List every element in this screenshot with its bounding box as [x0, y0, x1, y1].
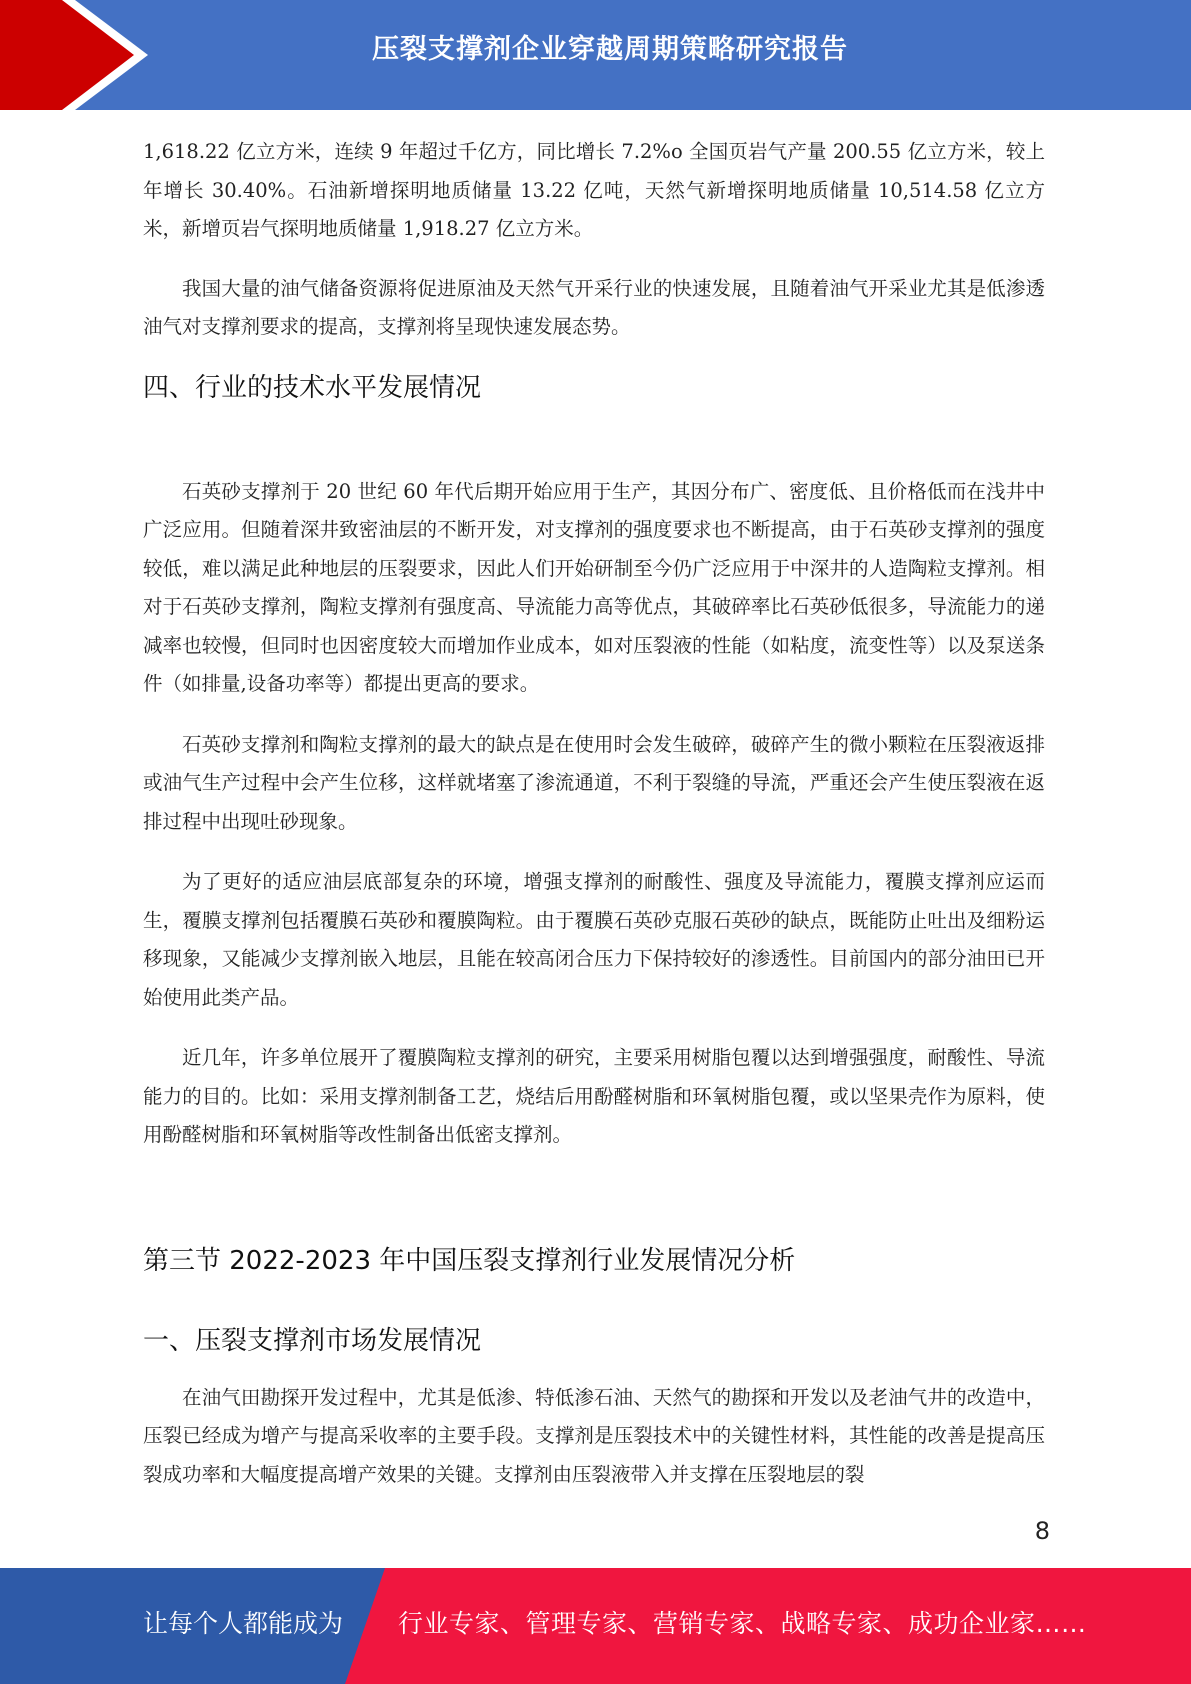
page-number: 8	[1034, 1517, 1050, 1545]
header-arrow-icon	[0, 0, 160, 110]
section-heading-market: 一、压裂支撑剂市场发展情况	[143, 1325, 482, 1356]
page-header	[0, 0, 1191, 110]
section-heading-chapter-3: 第三节 2022-2023 年中国压裂支撑剂行业发展情况分析	[143, 1245, 796, 1276]
footer-slogan-left: 让每个人都能成为	[143, 1609, 344, 1638]
paragraph-breakage-drawback: 石英砂支撑剂和陶粒支撑剂的最大的缺点是在使用时会发生破碎，破碎产生的微小颗粒在压裂液返排或油气生产过程中会产生位移，这样就堵塞了渗流通道，不利于裂缝的导流，严重还会产生使压裂液在返排过程中出现吐砂现象。	[143, 732, 1045, 833]
paragraph-coated-proppant: 为了更好的适应油层底部复杂的环境，增强支撑剂的耐酸性、强度及导流能力，覆膜支撑剂应运而生，覆膜支撑剂包括覆膜石英砂和覆膜陶粒。由于覆膜石英砂克服石英砂的缺点，既能防止吐出及细粉运移现象，又能减少支撑剂嵌入地层，且能在较高闭合压力下保持较好的渗透性。目前国内的部分油田已开始使用此类产品。	[143, 870, 1045, 1009]
paragraph-recent-research: 近几年，许多单位展开了覆膜陶粒支撑剂的研究，主要采用树脂包覆以达到增强强度，耐酸性、导流能力的目的。比如：采用支撑剂制备工艺，烧结后用酚醛树脂和环氧树脂包覆，或以坚果壳作为原料，使用酚醛树脂和环氧树脂等改性制备出低密支撑剂。	[143, 1046, 1045, 1146]
document-body	[143, 133, 1045, 1494]
page-footer	[0, 1568, 1191, 1684]
footer-slogan-right: 行业专家、管理专家、营销专家、战略专家、成功企业家……	[398, 1609, 1087, 1638]
paragraph-gas-output: 1,618.22 亿立方米，连续 9 年超过千亿方，同比增长 7.2%o 全国页岩气产量 200.55 亿立方米，较上年增长 30.40%。石油新增探明地质储量 13.22 亿吨，天然气新增探明地质储量 10,514.58 亿立方米，新增页岩气探明地质储量 1,918.27 亿立方米。	[143, 140, 1045, 240]
paragraph-quartz-sand: 石英砂支撑剂于 20 世纪 60 年代后期开始应用于生产，其因分布广、密度低、且价格低而在浅井中广泛应用。但随着深井致密油层的不断开发，对支撑剂的强度要求也不断提高，由于石英砂支撑剂的强度较低，难以满足此种地层的压裂要求，因此人们开始研制至今仍广泛应用于中深井的人造陶粒支撑剂。相对于石英砂支撑剂，陶粒支撑剂有强度高、导流能力高等优点，其破碎率比石英砂低很多，导流能力的递减率也较慢，但同时也因密度较大而增加作业成本，如对压裂液的性能（如粘度，流变性等）以及泵送条件（如排量,设备功率等）都提出更高的要求。	[143, 479, 1045, 695]
paragraph-market-development: 在油气田勘探开发过程中，尤其是低渗、特低渗石油、天然气的勘探和开发以及老油气井的改造中，压裂已经成为增产与提高采收率的主要手段。支撑剂是压裂技术中的关键性材料，其性能的改善是提高压裂成功率和大幅度提高增产效果的关键。支撑剂由压裂液带入并支撑在压裂地层的裂	[143, 1385, 1045, 1486]
paragraph-reserves-outlook: 我国大量的油气储备资源将促进原油及天然气开采行业的快速发展，且随着油气开采业尤其是低渗透油气对支撑剂要求的提高，支撑剂将呈现快速发展态势。	[143, 276, 1045, 338]
header-title: 压裂支撑剂企业穿越周期策略研究报告	[372, 34, 848, 65]
section-heading-tech-level: 四、行业的技术水平发展情况	[143, 372, 482, 403]
